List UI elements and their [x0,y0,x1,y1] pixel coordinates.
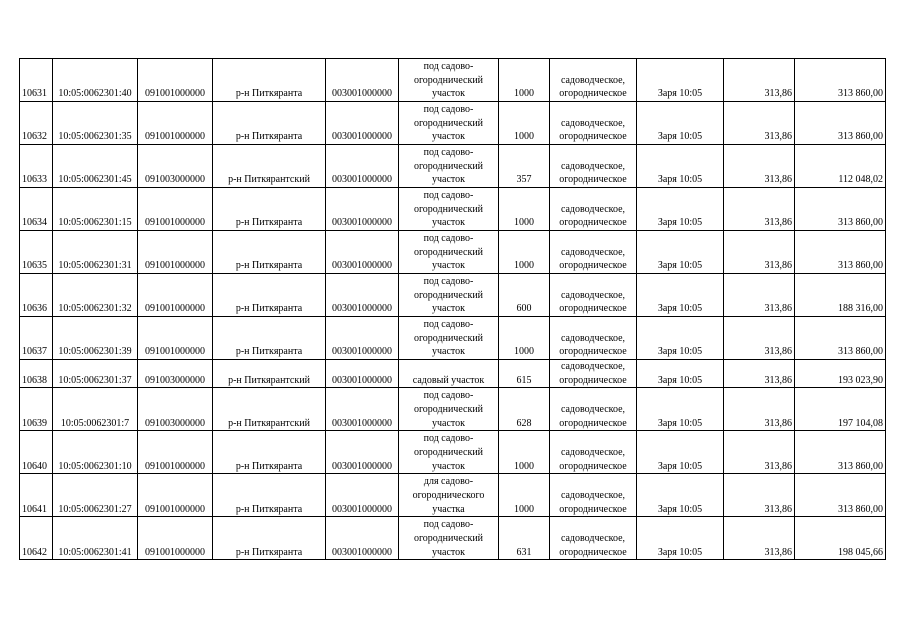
use-category-line: огородническое [559,303,627,315]
permitted-use-line: огороднический [413,203,484,215]
table-row [20,517,886,560]
use-category-line: огородническое [559,346,627,358]
permitted-use-line: под садово- [423,390,474,402]
permitted-use-cell [399,517,499,560]
row-number-cell: 10638 [20,360,53,388]
permitted-use-line: огороднический [413,332,484,344]
permitted-use-line: огороднический [413,246,484,258]
cadastral-value-cell: 313 860,00 [795,431,886,474]
area-cell: 631 [499,517,550,560]
permitted-use-line: для садово- [423,476,474,488]
use-category-line: садоводческое, [560,117,626,129]
use-category-line: садоводческое, [560,74,626,86]
cadastral-zone-cell: Заря 10:05 [637,102,724,145]
cadastral-value-cell: 188 316,00 [795,274,886,317]
district-cell: р-н Питкяранта [213,231,326,274]
cadastral-value-cell: 193 023,90 [795,360,886,388]
row-number-cell: 10635 [20,231,53,274]
cadastral-zone-cell: Заря 10:05 [637,145,724,188]
district-cell: р-н Питкяранта [213,474,326,517]
category-code-cell: 003001000000 [326,59,399,102]
district-cell: р-н Питкяранта [213,317,326,360]
district-cell: р-н Питкяранта [213,102,326,145]
permitted-use-line: участок [431,460,465,472]
use-category-cell [550,188,637,231]
permitted-use-line: огороднического [412,490,485,501]
specific-value-cell: 313,86 [724,102,795,145]
row-number-cell: 10642 [20,517,53,560]
cadastral-number-cell: 10:05:0062301:40 [53,59,138,102]
cadastral-zone-cell: Заря 10:05 [637,388,724,431]
specific-value-cell: 313,86 [724,231,795,274]
cadastral-value-cell: 198 045,66 [795,517,886,560]
category-code-cell: 003001000000 [326,188,399,231]
oktmo-code-cell: 091001000000 [138,431,213,474]
permitted-use-line: участок [431,88,465,100]
use-category-line: огородническое [559,460,627,472]
permitted-use-line: огороднический [413,289,484,301]
permitted-use-line: участок [431,131,465,143]
permitted-use-line: огороднический [413,404,484,415]
oktmo-code-cell: 091001000000 [138,231,213,274]
permitted-use-line: под садово- [423,104,474,116]
use-category-line: садоводческое, [560,447,626,458]
district-cell: р-н Питкярантский [213,360,326,388]
use-category-cell [550,360,637,388]
use-category-line: садоводческое, [560,203,626,215]
cadastral-zone-cell: Заря 10:05 [637,59,724,102]
table-row [20,59,886,102]
permitted-use-line: участок [431,417,465,429]
permitted-use-line: огороднический [413,117,484,129]
cadastral-number-cell: 10:05:0062301:41 [53,517,138,560]
use-category-cell [550,231,637,274]
area-cell: 1000 [499,474,550,517]
area-cell: 1000 [499,317,550,360]
cadastral-number-cell: 10:05:0062301:39 [53,317,138,360]
category-code-cell: 003001000000 [326,145,399,188]
cadastral-number-cell: 10:05:0062301:37 [53,360,138,388]
table-row [20,145,886,188]
permitted-use-line: под садово- [423,190,474,202]
row-number-cell: 10633 [20,145,53,188]
oktmo-code-cell: 091003000000 [138,388,213,431]
cadastral-value-cell: 313 860,00 [795,188,886,231]
specific-value-cell: 313,86 [724,517,795,560]
permitted-use-line: под садово- [423,61,474,73]
oktmo-code-cell: 091001000000 [138,274,213,317]
permitted-use-line: участок [431,260,465,272]
specific-value-cell: 313,86 [724,59,795,102]
permitted-use-cell [399,388,499,431]
permitted-use-line: под садово- [423,147,474,159]
row-number-cell: 10631 [20,59,53,102]
permitted-use-cell [399,360,499,388]
specific-value-cell: 313,86 [724,188,795,231]
permitted-use-cell [399,474,499,517]
use-category-cell [550,317,637,360]
category-code-cell: 003001000000 [326,360,399,388]
use-category-line: огородническое [559,217,627,229]
use-category-line: садоводческое, [560,490,626,501]
category-code-cell: 003001000000 [326,102,399,145]
permitted-use-line: огороднический [413,447,484,458]
specific-value-cell: 313,86 [724,388,795,431]
table-row [20,188,886,231]
use-category-cell [550,274,637,317]
cadastral-value-cell: 313 860,00 [795,317,886,360]
permitted-use-cell [399,145,499,188]
cadastral-number-cell: 10:05:0062301:32 [53,274,138,317]
use-category-line: садоводческое, [560,404,626,415]
permitted-use-line: участок [431,303,465,315]
permitted-use-cell [399,317,499,360]
use-category-cell [550,517,637,560]
cadastral-zone-cell: Заря 10:05 [637,231,724,274]
use-category-line: огородническое [559,374,627,386]
category-code-cell: 003001000000 [326,274,399,317]
district-cell: р-н Питкяранта [213,188,326,231]
row-number-cell: 10641 [20,474,53,517]
area-cell: 615 [499,360,550,388]
use-category-line: огородническое [559,131,627,143]
area-cell: 1000 [499,231,550,274]
table-row [20,231,886,274]
specific-value-cell: 313,86 [724,474,795,517]
oktmo-code-cell: 091001000000 [138,517,213,560]
use-category-cell [550,59,637,102]
use-category-cell [550,474,637,517]
table-row [20,474,886,517]
cadastral-number-cell: 10:05:0062301:35 [53,102,138,145]
cadastral-number-cell: 10:05:0062301:31 [53,231,138,274]
specific-value-cell: 313,86 [724,431,795,474]
district-cell: р-н Питкярантский [213,388,326,431]
area-cell: 1000 [499,102,550,145]
district-cell: р-н Питкярантский [213,145,326,188]
category-code-cell: 003001000000 [326,317,399,360]
permitted-use-line: участок [431,174,465,186]
cadastral-number-cell: 10:05:0062301:15 [53,188,138,231]
oktmo-code-cell: 091003000000 [138,145,213,188]
oktmo-code-cell: 091001000000 [138,188,213,231]
category-code-cell: 003001000000 [326,231,399,274]
use-category-cell [550,102,637,145]
cadastral-value-cell: 313 860,00 [795,231,886,274]
use-category-line: огородническое [559,503,627,515]
use-category-line: садоводческое, [560,246,626,258]
category-code-cell: 003001000000 [326,517,399,560]
specific-value-cell: 313,86 [724,145,795,188]
permitted-use-line: под садово- [423,433,474,445]
row-number-cell: 10634 [20,188,53,231]
use-category-line: огородническое [559,174,627,186]
specific-value-cell: 313,86 [724,360,795,388]
cadastral-zone-cell: Заря 10:05 [637,274,724,317]
use-category-line: огородническое [559,260,627,272]
permitted-use-line: садовый участок [412,374,485,386]
cadastral-value-cell: 313 860,00 [795,102,886,145]
specific-value-cell: 313,86 [724,274,795,317]
cadastral-zone-cell: Заря 10:05 [637,317,724,360]
table-row [20,360,886,388]
cadastral-value-cell: 197 104,08 [795,388,886,431]
permitted-use-cell [399,274,499,317]
cadastral-number-cell: 10:05:0062301:7 [53,388,138,431]
cadastral-value-cell: 313 860,00 [795,59,886,102]
use-category-line: садоводческое, [560,533,626,544]
table-row [20,388,886,431]
table-row [20,274,886,317]
permitted-use-line: огороднический [413,74,484,86]
area-cell: 357 [499,145,550,188]
area-cell: 1000 [499,188,550,231]
use-category-line: огородническое [559,88,627,100]
cadastral-number-cell: 10:05:0062301:45 [53,145,138,188]
table-row [20,102,886,145]
district-cell: р-н Питкяранта [213,431,326,474]
permitted-use-cell [399,188,499,231]
permitted-use-line: под садово- [423,233,474,245]
oktmo-code-cell: 091001000000 [138,59,213,102]
permitted-use-cell [399,102,499,145]
table-body [20,59,886,560]
district-cell: р-н Питкяранта [213,59,326,102]
oktmo-code-cell: 091001000000 [138,102,213,145]
use-category-line: садоводческое, [560,160,626,172]
use-category-line: садоводческое, [560,289,626,301]
category-code-cell: 003001000000 [326,474,399,517]
oktmo-code-cell: 091003000000 [138,360,213,388]
oktmo-code-cell: 091001000000 [138,474,213,517]
use-category-line: садоводческое, [560,332,626,344]
district-cell: р-н Питкяранта [213,517,326,560]
specific-value-cell: 313,86 [724,317,795,360]
row-number-cell: 10632 [20,102,53,145]
district-cell: р-н Питкяранта [213,274,326,317]
land-cadastre-table [19,58,886,560]
use-category-cell [550,431,637,474]
cadastral-zone-cell: Заря 10:05 [637,188,724,231]
cadastral-zone-cell: Заря 10:05 [637,474,724,517]
cadastral-zone-cell: Заря 10:05 [637,431,724,474]
permitted-use-line: участок [431,546,465,558]
use-category-cell [550,145,637,188]
row-number-cell: 10636 [20,274,53,317]
cadastral-number-cell: 10:05:0062301:10 [53,431,138,474]
permitted-use-line: участок [431,346,465,358]
permitted-use-line: под садово- [423,276,474,288]
permitted-use-line: участок [431,217,465,229]
permitted-use-line: огороднический [413,533,484,544]
cadastral-number-cell: 10:05:0062301:27 [53,474,138,517]
cadastral-value-cell: 112 048,02 [795,145,886,188]
row-number-cell: 10637 [20,317,53,360]
table-row [20,431,886,474]
category-code-cell: 003001000000 [326,431,399,474]
permitted-use-line: под садово- [423,319,474,331]
permitted-use-cell [399,431,499,474]
use-category-line: огородническое [559,417,627,429]
cadastral-zone-cell: Заря 10:05 [637,517,724,560]
use-category-line: садоводческое, [560,361,626,372]
permitted-use-cell [399,231,499,274]
row-number-cell: 10639 [20,388,53,431]
table-row [20,317,886,360]
permitted-use-cell [399,59,499,102]
area-cell: 1000 [499,431,550,474]
cadastral-zone-cell: Заря 10:05 [637,360,724,388]
row-number-cell: 10640 [20,431,53,474]
area-cell: 628 [499,388,550,431]
area-cell: 600 [499,274,550,317]
oktmo-code-cell: 091001000000 [138,317,213,360]
cadastral-value-cell: 313 860,00 [795,474,886,517]
permitted-use-line: огороднический [413,160,484,172]
category-code-cell: 003001000000 [326,388,399,431]
use-category-cell [550,388,637,431]
permitted-use-line: участка [432,503,465,515]
area-cell: 1000 [499,59,550,102]
permitted-use-line: под садово- [423,519,474,531]
use-category-line: огородническое [559,546,627,558]
